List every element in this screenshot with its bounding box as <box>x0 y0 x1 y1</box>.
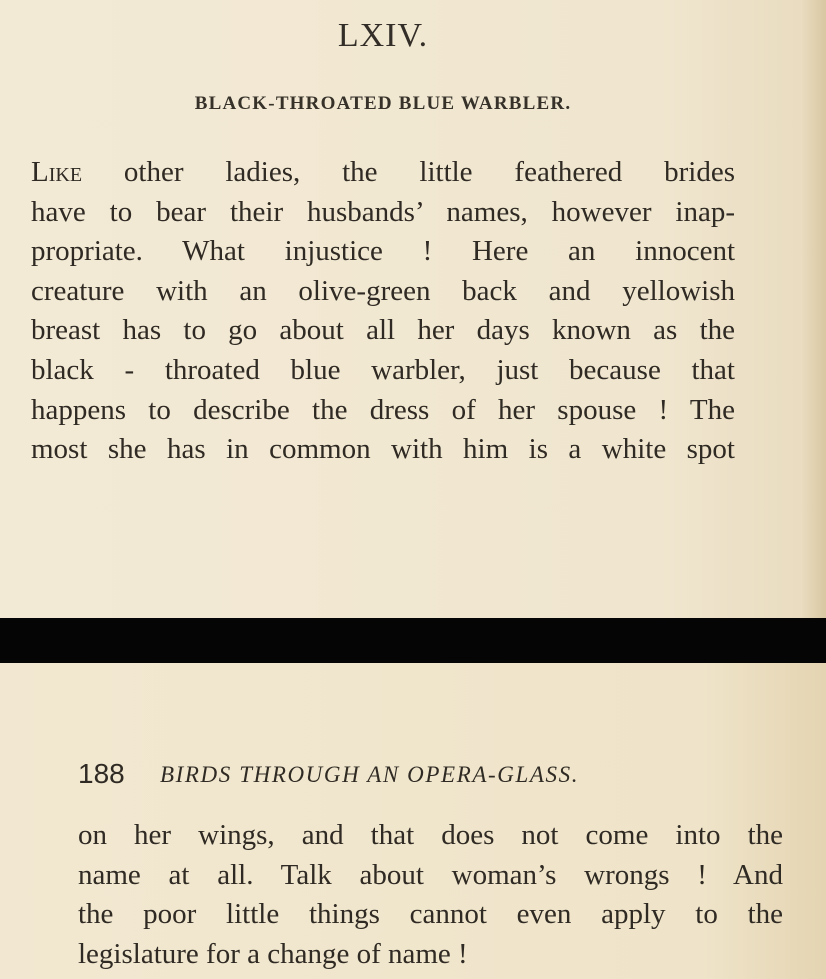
chapter-number: LXIV. <box>337 17 429 54</box>
page-number: 188 <box>78 758 125 789</box>
upper-body-text <box>31 153 735 470</box>
text-line: most she has in common with him is a white spot <box>31 433 735 466</box>
text-line: the poor little things cannot even apply to the <box>78 898 783 930</box>
text-line-rest: other ladies, the little feathered brides <box>82 156 735 188</box>
text-line: black - throated blue warbler, just because that <box>31 353 735 386</box>
section-title: BLACK-THROATED BLUE WARBLER. <box>194 93 572 114</box>
text-line: propriate. What injustice ! Here an innocent <box>31 235 735 268</box>
text-line: have to bear their husbands’ names, however inap- <box>31 195 735 228</box>
lower-body-text <box>78 816 783 974</box>
text-line: creature with an olive-green back and yellowish <box>31 274 735 307</box>
running-head <box>78 758 778 798</box>
text-line <box>31 153 735 193</box>
text-line: legislature for a change of name ! <box>78 937 468 970</box>
text-line: happens to describe the dress of her spouse ! The <box>31 393 735 426</box>
running-title: BIRDS THROUGH AN OPERA-GLASS. <box>160 762 580 787</box>
black-divider-band <box>0 618 826 663</box>
text-line: on her wings, and that does not come into the <box>78 819 783 851</box>
drop-word-smallcaps: Like <box>31 156 83 188</box>
text-line: name at all. Talk about woman’s wrongs ! And <box>78 858 783 891</box>
text-line: breast has to go about all her days known as the <box>31 314 735 347</box>
